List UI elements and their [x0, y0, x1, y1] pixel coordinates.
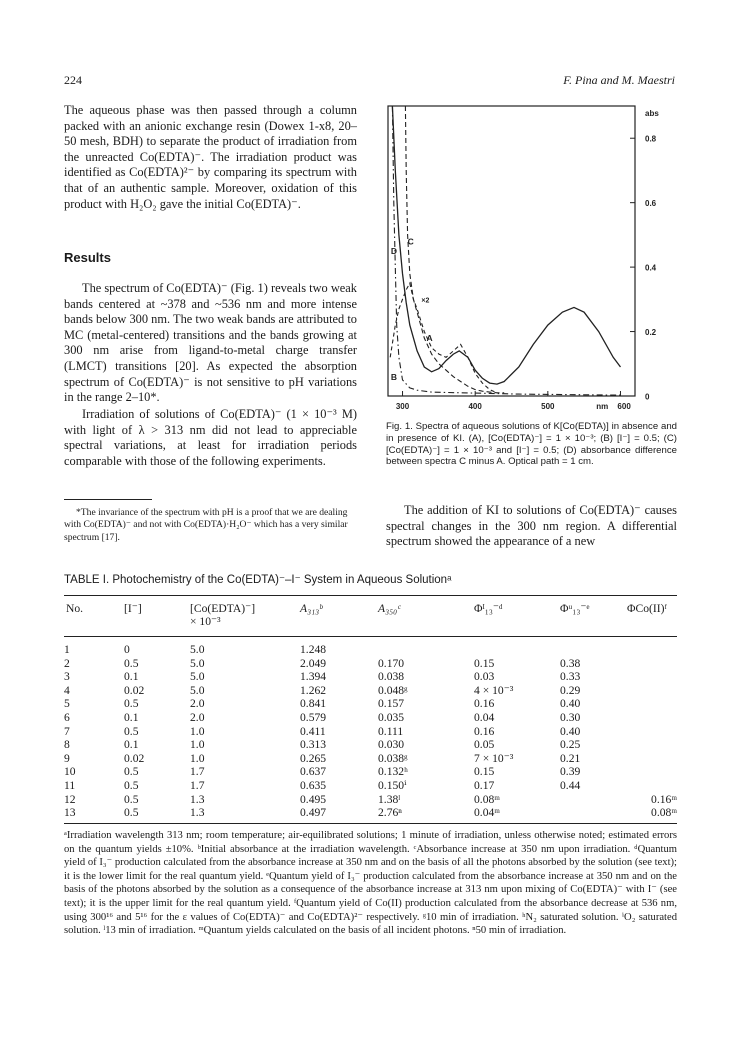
table-cell: 5.0	[190, 643, 205, 656]
table-cell	[627, 765, 677, 779]
table-cell: 1.248	[300, 643, 327, 656]
table-footnotes: ᵃIrradiation wavelength 313 nm; room temperature; air-equilibrated solutions; 1 minute of irradiation, unless otherwise noted; estimated errors on the quantum yields ±10%. ᵇInitial absorbance at the irradiation wavelength. ᶜAbsorbance increase at 350 nm upon irradiation. ᵈQuantum yield of I₃⁻ production calculated from the absorbance increase at 350 nm and on the basis of all the photons absorbed by the solution (see text); it is the lower limit for the real quantum yield. ᵉQuantum yield of I₃⁻ production calculated from the absorbance increase at 350 nm and on the basis of the photons absorbed by the solution as a consequence of the absorbance increase at 313 nm upon mixing of Co(EDTA)⁻ with I⁻ (see text); it is the upper limit for the real quantum yield. ᶠQuantum yield of Co(II) production calculated from the absorbance decrease at 536 nm, using 300¹⁶ and 5¹⁶ for the ε values of Co(EDTA)⁻ and Co(EDTA)²⁻ respectively. ᵍ10 min of irradiation. ʰN₂ saturated solution. ⁱO₂ saturated solution. ˡ13 min of irradiation. ᵐQuantum yields calculated on the basis of all incident photons. ⁿ50 min of irradiation.	[64, 830, 677, 937]
table-cell: 1.394	[300, 670, 327, 684]
header-phi-u: Φᵘ₁₃⁻ᵉ	[560, 602, 590, 615]
table-cell	[560, 806, 627, 820]
table-cell: 2.049	[300, 656, 327, 670]
table-row	[64, 806, 677, 820]
table-cell: 0.5	[124, 656, 139, 670]
table-cell: 1.0	[190, 738, 205, 752]
table-cell: 0.1	[124, 710, 139, 724]
intro-paragraph: The aqueous phase was then passed through a column packed with an anionic exchange resin (Dowex 1-x8, 20–50 mesh, BDH) to separate the product of irradiation from the unreacted Co(EDTA)⁻. The irradiation product was identified as Co(EDTA)²⁻ by comparing its spectrum with that of an authentic sample. Moreover, oxidation of this product with H₂O₂ gave the initial Co(EDTA)⁻.	[64, 103, 357, 211]
table-cell	[627, 752, 677, 766]
table-cell	[627, 670, 677, 684]
table-cell: 1.38ˡ	[378, 792, 401, 806]
figure-caption: Fig. 1. Spectra of aqueous solutions of K[Co(EDTA)] in absence and in presence of KI. (A), [Co(EDTA)⁻] = 1 × 10⁻³; (B) [I⁻] = 0.5; (C) [Co(EDTA)⁻] = 1 × 10⁻³ and [I⁻] = 0.5; (D) absorbance difference between spectra C minus A. Optical path = 1 cm.	[386, 421, 677, 468]
table-cell: 0.05	[474, 738, 495, 752]
table-cell: 7 × 10⁻³	[474, 751, 514, 765]
right-axis-tick-label: 0.4	[645, 263, 657, 273]
table-row	[64, 657, 677, 671]
table-row	[64, 711, 677, 725]
table-cell	[627, 697, 677, 711]
figure-labels	[391, 237, 433, 382]
table-cell: 0.02	[124, 683, 145, 697]
table-cell: 0	[124, 643, 130, 656]
table-cell	[627, 725, 677, 739]
table-cell	[627, 684, 677, 698]
results-paragraph-1: The spectrum of Co(EDTA)⁻ (Fig. 1) reveals two weak bands centered at ~378 and ~536 nm and more intense bands below 300 nm. The two weak bands are attributed to MC (metal-centered) transitions and the bands growing at 300 nm arise from ligand-to-metal charge transfer (LMCT) transitions [20]. As expected the absorption spectrum of Co(EDTA)⁻ is not sensitive to pH variations in the range 2–10*.	[64, 281, 357, 405]
table-row	[64, 670, 677, 684]
table-cell: 2.76ⁿ	[378, 806, 402, 820]
header-complex: [Co(EDTA)⁻]	[190, 602, 256, 615]
table-cell: 0.15	[474, 765, 495, 779]
table-cell	[627, 711, 677, 725]
spectrum-figure	[380, 100, 678, 418]
table-cell: 0.038	[378, 670, 405, 684]
table-row	[64, 697, 677, 711]
table-cell: 0.5	[124, 778, 139, 792]
table-cell: 0.111	[378, 724, 404, 738]
table-cell: 0.40	[560, 724, 581, 738]
table-cell: 1.262	[300, 683, 327, 697]
footnote: *The invariance of the spectrum with pH is a proof that we are dealing with Co(EDTA)⁻ and not with Co(EDTA)·H₂O⁻ which has a very similar spectrum [17].	[64, 507, 348, 543]
right-column-paragraph: The addition of KI to solutions of Co(EDTA)⁻ causes spectral changes in the 300 nm region. A differential spectrum showed the appearance of a new	[386, 503, 677, 549]
table-cell: 5	[64, 697, 70, 711]
table-cell: 0.15	[474, 656, 495, 670]
table-row	[64, 725, 677, 739]
bottom-axis-tick-label: 300	[395, 402, 410, 411]
table-cell: 0.1	[124, 670, 139, 684]
table-row	[64, 793, 677, 807]
header-phi-co: ΦCo(II)ᶠ	[627, 602, 667, 615]
table-title: TABLE I. Photochemistry of the Co(EDTA)⁻–I⁻ System in Aqueous Solutionᵃ	[64, 574, 452, 586]
table-cell: 0.497	[300, 806, 327, 820]
table-cell: 0.265	[300, 751, 327, 765]
table-cell: 10	[64, 765, 76, 779]
table-cell: 0.5	[124, 697, 139, 711]
page-number: 224	[64, 73, 82, 87]
table-cell	[560, 643, 627, 657]
table-cell: 1	[64, 643, 70, 656]
right-axis-tick-label: 0.6	[645, 199, 657, 209]
section-heading-results: Results	[64, 250, 111, 265]
table-row	[64, 643, 677, 657]
curve-c	[405, 106, 504, 393]
table-cell: 0.44	[560, 778, 581, 792]
table-cell: 0.038ᵍ	[378, 751, 408, 765]
table-cell: 4	[64, 683, 70, 697]
right-axis-label: abs	[645, 109, 659, 118]
table-cell: 0.03	[474, 670, 495, 684]
results-paragraph-2: Irradiation of solutions of Co(EDTA)⁻ (1 × 10⁻³ M) with light of λ > 313 nm did not lead to appreciable spectral variations, at least for irradiation periods comparable with those of the following experiments.	[64, 407, 357, 468]
table-cell: 11	[64, 778, 76, 792]
table-cell: 0.313	[300, 738, 327, 752]
table-cell: 0.38	[560, 656, 581, 670]
table-cell: 0.40	[560, 697, 581, 711]
table-cell: 0.157	[378, 697, 405, 711]
table-cell: 1.3	[190, 792, 205, 806]
table-cell: 0.5	[124, 724, 139, 738]
table-cell: 0.25	[560, 738, 581, 752]
table-cell: 0.170	[378, 656, 405, 670]
table-cell: 0.1	[124, 738, 139, 752]
table-cell: 13	[64, 806, 76, 820]
table-cell: 9	[64, 751, 70, 765]
table-row	[64, 684, 677, 698]
table-cell: 12	[64, 792, 76, 806]
plot-frame	[388, 106, 635, 396]
bottom-axis-tick-label: nm	[596, 402, 609, 411]
table-cell: 0.33	[560, 670, 581, 684]
table-cell	[627, 657, 677, 671]
table-cell: 4 × 10⁻³	[474, 683, 514, 697]
table-cell: 0.030	[378, 738, 405, 752]
table-cell: 7	[64, 724, 70, 738]
table-cell: 0.39	[560, 765, 581, 779]
table-cell	[627, 738, 677, 752]
bottom-axis-tick-label: 500	[541, 402, 555, 411]
table-row	[64, 779, 677, 793]
table-cell	[627, 643, 677, 657]
curve-label: C	[407, 236, 414, 247]
header-no: No.	[66, 602, 84, 615]
running-header-authors: F. Pina and M. Maestri	[563, 73, 675, 87]
footnote-rule	[64, 499, 152, 500]
table-row	[64, 752, 677, 766]
table-cell: 0.04	[474, 710, 495, 724]
table-cell: 0.16	[474, 697, 495, 711]
table-top-rule	[64, 595, 677, 596]
table-cell: 5.0	[190, 683, 205, 697]
table-cell: 0.635	[300, 778, 327, 792]
table-cell: 0.16ᵐ	[651, 792, 677, 806]
curve-label: A	[426, 333, 433, 344]
table-cell: 0.5	[124, 806, 139, 820]
table-cell: 0.02	[124, 751, 145, 765]
right-axis-tick-label: 0.2	[645, 328, 657, 338]
table-cell: 0.637	[300, 765, 327, 779]
table-header-rule	[64, 636, 677, 637]
table-cell: 0.30	[560, 710, 581, 724]
table-cell: 1.0	[190, 724, 205, 738]
curve-label: ×2	[421, 297, 430, 305]
table-cell: 0.495	[300, 792, 327, 806]
table-cell: 0.5	[124, 765, 139, 779]
table-row	[64, 738, 677, 752]
table-cell: 1.7	[190, 765, 205, 779]
right-axis-tick-label: 0.8	[645, 134, 657, 144]
table-cell	[627, 779, 677, 793]
table-bottom-rule	[64, 823, 677, 824]
curve-label: B	[390, 371, 398, 382]
data-table	[64, 643, 677, 820]
header-a313: A₃₁₃ᵇ	[300, 602, 323, 615]
table-cell: 0.048ᵍ	[378, 683, 408, 697]
bottom-axis-tick-label: 600	[617, 402, 631, 411]
table-cell: 2	[64, 656, 70, 670]
table-cell: 0.29	[560, 683, 581, 697]
table-cell: 2.0	[190, 710, 205, 724]
header-complex-unit: × 10⁻³	[190, 615, 221, 628]
bottom-axis-tick-label: 400	[468, 402, 482, 411]
table-cell: 5.0	[190, 656, 205, 670]
table-cell: 2.0	[190, 697, 205, 711]
curve-label: D	[390, 246, 398, 257]
table-cell: 0.035	[378, 710, 405, 724]
table-cell: 1.7	[190, 778, 205, 792]
table-cell: 0.21	[560, 751, 581, 765]
curve-b	[392, 106, 620, 395]
table-cell: 0.5	[124, 792, 139, 806]
table-cell: 0.16	[474, 724, 495, 738]
table-cell: 8	[64, 738, 70, 752]
table-cell: 6	[64, 710, 70, 724]
table-cell	[378, 643, 474, 657]
table-cell: 0.04ᵐ	[474, 806, 500, 820]
table-row	[64, 765, 677, 779]
table-cell: 0.17	[474, 778, 495, 792]
table-cell: 0.411	[300, 724, 326, 738]
table-cell: 0.579	[300, 710, 327, 724]
table-cell: 5.0	[190, 670, 205, 684]
table-cell: 0.08ᵐ	[474, 792, 500, 806]
table-cell: 3	[64, 670, 70, 684]
table-cell: 1.0	[190, 751, 205, 765]
table-cell: 1.3	[190, 806, 205, 820]
table-cell: 0.841	[300, 697, 327, 711]
header-phi-l: Φᴵ₁₃⁻ᵈ	[474, 602, 503, 615]
figure-curves	[390, 106, 620, 395]
table-cell	[560, 793, 627, 807]
table-cell	[474, 643, 560, 657]
table-cell: 0.132ʰ	[378, 765, 408, 779]
header-iodide: [I⁻]	[124, 602, 142, 615]
table-cell: 0.08ᵐ	[651, 806, 677, 820]
right-axis-tick-label: 0	[645, 392, 650, 402]
header-a350: A₃₅₀ᶜ	[378, 602, 401, 615]
table-cell: 0.150ⁱ	[378, 778, 407, 792]
